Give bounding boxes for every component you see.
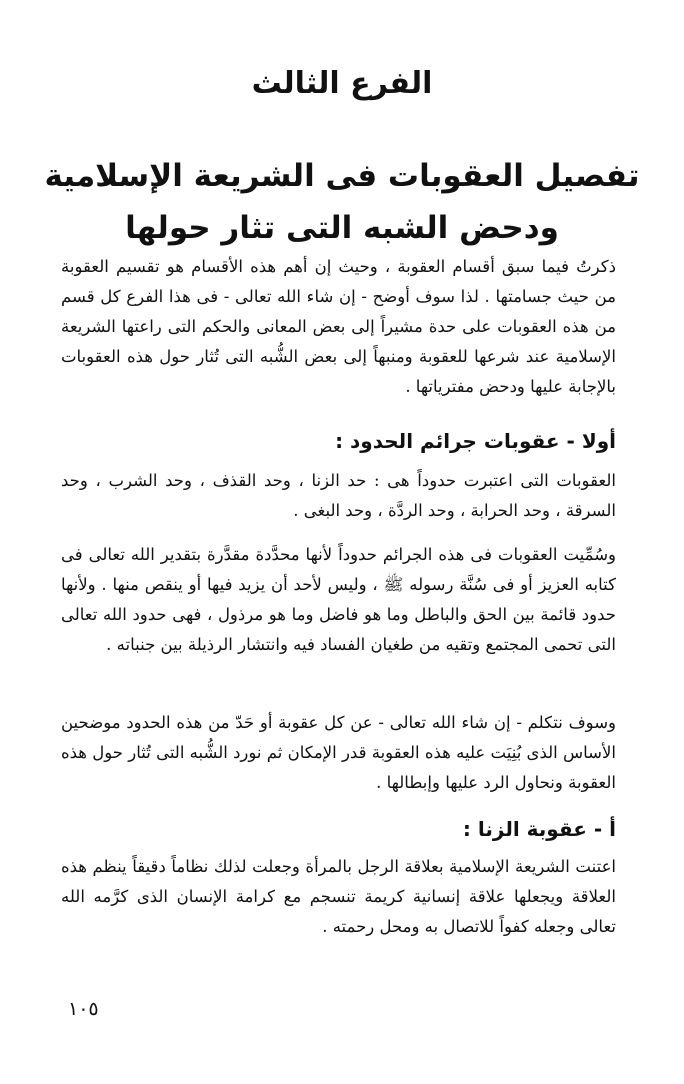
- hudud-paragraph: العقوبات التى اعتبرت حدوداً هى : حد الزنا ، وحد القذف ، وحد الشرب ، وحد السرقة ، وحد الحرابة ، وحد الردَّة ، وحد البغى .: [61, 471, 616, 520]
- zina-paragraph: اعتنت الشريعة الإسلامية بعلاقة الرجل بالمرأة وجعلت لذلك نظاماً دقيقاً ينظم هذه العلاقة ويجعلها علاقة إنسانية كريمة تنسجم مع كرامة الإنسان الذى كرَّمه الله تعالى وجعله كفواً للاتصال به ومحل رحمته .: [61, 857, 616, 936]
- subsection-heading: أ - عقوبة الزنا :: [462, 817, 616, 841]
- plan-paragraph: وسوف نتكلم - إن شاء الله تعالى - عن كل عقوبة أو حَدّ من هذه الحدود موضحين الأساس الذى بُنِيَت عليه هذه العقوبة قدر الإمكان ثم نورد الشُّبه التى تُثار حول هذه العقوبة ونحاول الرد عليها وإبطالها .: [61, 713, 616, 792]
- section-heading: أولا - عقوبات جرائم الحدود :: [335, 429, 616, 453]
- intro-paragraph: ذكرتُ فيما سبق أقسام العقوبة ، وحيث إن أهم هذه الأقسام هو تقسيم العقوبة من حيث جسامتها . لذا سوف أوضح - إن شاء الله تعالى - فى هذا الفرع كل قسم من هذه العقوبات على حدة مشيراً إلى بعض المعانى والحكم التى راعتها الشريعة الإسلامية عند شرعها للعقوبة ومنبهاً إلى بعض الشُّبه التى تُثار حول هذه العقوبات بالإجابة عليها ودحض مفترياتها .: [61, 257, 616, 396]
- branch-title: الفرع الثالث: [251, 66, 433, 101]
- chapter-title: تفصيل العقوبات فى الشريعة الإسلامية ودحض الشبه التى تثار حولها: [44, 158, 640, 246]
- naming-paragraph: وسُمِّيت العقوبات فى هذه الجرائم حدوداً لأنها محدَّدة مقدَّرة بتقدير الله تعالى فى كتابه العزيز أو فى سُنَّة رسوله ﷺ ، وليس لأحد أن يزيد فيها أو ينقص منها . ولأنها حدود قائمة بين الحق والباطل وما هو فاضل وما هو مرذول ، فهى حدود الله تعالى التى تحمى المجتمع وتقيه من طغيان الفساد فيه وانتشار الرذيلة بين جنباته .: [61, 545, 616, 654]
- page-number: ١٠٥: [68, 998, 99, 1020]
